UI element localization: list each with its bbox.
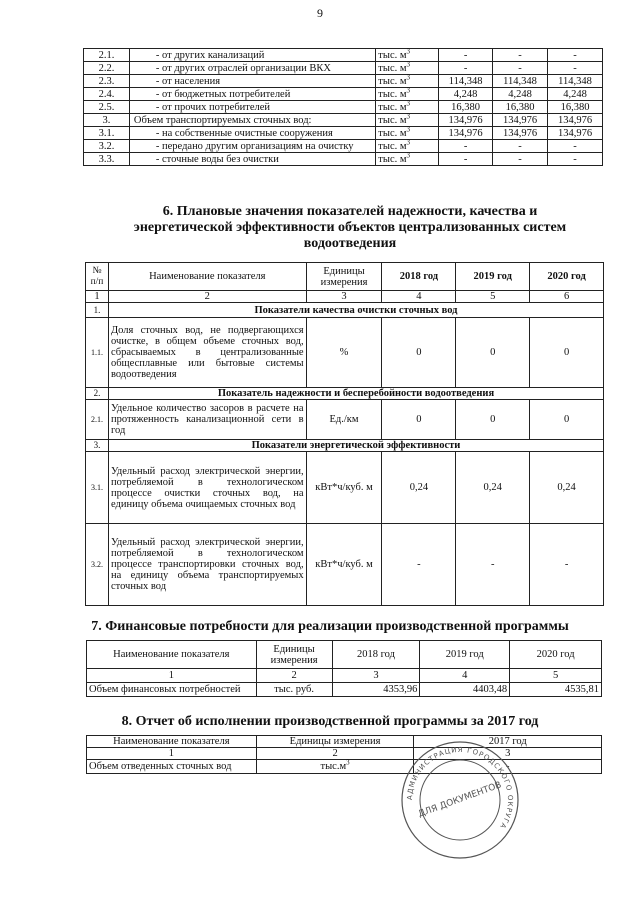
value-2019: 16,380 [493,101,548,114]
row-number: 2.1. [86,400,109,440]
row-number: 3.1. [84,127,130,140]
value-2019: - [493,153,548,166]
col-num: 4 [420,669,510,683]
col-header-num: № п/п [86,263,109,291]
row-number: 2.5. [84,101,130,114]
table-row [84,153,603,166]
col-num: 2 [256,748,414,760]
row-name: Объем транспортируемых сточных вод: [129,114,375,127]
row-unit: кВт*ч/куб. м [306,524,382,606]
col-num: 2 [108,291,306,303]
table-row [87,683,602,697]
col-num: 1 [86,291,109,303]
col-num: 5 [510,669,602,683]
value-2019: 4403,48 [420,683,510,697]
value-2018: - [439,153,493,166]
value-2018: - [439,49,493,62]
value-2018: 134,976 [439,114,493,127]
row-name: - от бюджетных потребителей [129,88,375,101]
execution-report-table [86,735,602,774]
value-2020: 4,248 [548,88,603,101]
row-unit: % [306,318,382,388]
group-title: Показатели качества очистки сточных вод [108,303,603,318]
row-unit: тыс. руб. [256,683,332,697]
col-header-2019: 2019 год [456,263,530,291]
row-name: - сточные воды без очистки [129,153,375,166]
value-2019: 4,248 [493,88,548,101]
col-header-name: Наименование показателя [108,263,306,291]
stamp-center-text: ДЛЯ ДОКУМЕНТОВ [416,780,504,820]
col-header-unit: Единицы измерения [256,736,414,748]
row-unit: тыс. $м^3$ [376,153,439,166]
table-row [86,452,604,524]
value-2018: 0 [382,400,456,440]
row-name: - от других отраслей организации ВКХ [129,62,375,75]
table-header-row [87,641,602,669]
official-stamp-icon [398,738,522,862]
table-row [84,62,603,75]
row-name: Удельный расход электрической энергии, потребляемой в технологическом процессе очистки сточных вод, на единицу объема очищаемых сточных вод [108,452,306,524]
value-2020: 134,976 [548,127,603,140]
col-header-name: Наименование показателя [87,736,257,748]
row-name: - на собственные очистные сооружения [129,127,375,140]
col-header-2018: 2018 год [332,641,420,669]
group-row [86,440,604,452]
col-header-2020: 2020 год [510,641,602,669]
column-numbers-row [87,669,602,683]
group-number: 3. [86,440,109,452]
row-unit: тыс. $м^3$ [376,49,439,62]
col-header-unit: Единицы измерения [306,263,382,291]
row-name: Удельный расход электрической энергии, потребляемой в технологическом процессе транспортировки сточных вод, на единицу объема транспортируемых сточных вод [108,524,306,606]
table-row [86,524,604,606]
col-header-name: Наименование показателя [87,641,257,669]
value-2020: - [548,153,603,166]
value-2019: 0,24 [456,452,530,524]
col-header-2018: 2018 год [382,263,456,291]
value-2020: 0,24 [530,452,604,524]
group-row [86,388,604,400]
row-number: 2.2. [84,62,130,75]
row-unit: тыс. $м^3$ [376,62,439,75]
row-unit: тыс. $м^3$ [376,127,439,140]
col-num: 1 [87,748,257,760]
col-header-year: 2017 год [414,736,602,748]
value-2019: 0 [456,318,530,388]
value-2020: 0 [530,400,604,440]
value-2019: 134,976 [493,127,548,140]
row-number: 3.2. [84,140,130,153]
col-num: 3 [332,669,420,683]
section7-title: 7. Финансовые потребности для реализации производственной программы [91,619,569,634]
value-2020: - [530,524,604,606]
value-2018: 16,380 [439,101,493,114]
value-2020: - [548,140,603,153]
col-num: 2 [256,669,332,683]
table-header-row [86,263,604,291]
row-number: 3.2. [86,524,109,606]
row-number: 2.4. [84,88,130,101]
table-header-row [87,736,602,748]
table-row [86,318,604,388]
table-row [84,127,603,140]
col-num: 1 [87,669,257,683]
row-unit: тыс. $м^3$ [376,114,439,127]
value-2020: 134,976 [548,114,603,127]
reliability-indicators-table [85,262,604,606]
value-2018: - [382,524,456,606]
value-2020: - [548,62,603,75]
col-num: 5 [456,291,530,303]
table-row [86,400,604,440]
value-2018: 4,248 [439,88,493,101]
col-num: 3 [414,748,602,760]
table-row [84,114,603,127]
group-row [86,303,604,318]
value-2019: - [493,49,548,62]
row-unit: тыс. $м^3$ [376,75,439,88]
group-title: Показатель надежности и бесперебойности водоотведения [108,388,603,400]
group-number: 2. [86,388,109,400]
col-header-2019: 2019 год [420,641,510,669]
table-row [84,49,603,62]
col-header-unit: Единицы измерения [256,641,332,669]
page-number: 9 [317,6,323,20]
col-num: 4 [382,291,456,303]
value-2018: 134,976 [439,127,493,140]
sewage-volume-table [83,48,603,166]
section8-title: 8. Отчет об исполнении производственной программы за 2017 год [121,714,539,729]
value-2020: - [548,49,603,62]
row-unit: тыс. $м^3$ [376,101,439,114]
column-numbers-row [87,748,602,760]
row-name: - передано другим организациям на очистку [129,140,375,153]
row-number: 2.3. [84,75,130,88]
table-row [84,88,603,101]
row-number: 3.3. [84,153,130,166]
value-2018: 0,24 [382,452,456,524]
row-number: 3.1. [86,452,109,524]
value-2020: 16,380 [548,101,603,114]
section6-title: 6. Плановые значения показателей надежности, качества и энергетической эффективности объектов централизованных систем водоотведения [133,204,567,251]
column-numbers-row [86,291,604,303]
value-2018: 0 [382,318,456,388]
value-2018: - [439,62,493,75]
value-2019: 114,348 [493,75,548,88]
row-number: 1.1. [86,318,109,388]
row-unit: тыс. $м^3$ [376,140,439,153]
row-name: - от населения [129,75,375,88]
col-header-2020: 2020 год [530,263,604,291]
row-name: Объем отведенных сточных вод [87,760,257,774]
row-unit: $тыс.м^3$ [256,760,414,774]
row-name: - от других канализаций [129,49,375,62]
table-row [84,75,603,88]
value-2017: - [414,760,602,774]
col-num: 3 [306,291,382,303]
group-number: 1. [86,303,109,318]
value-2019: 0 [456,400,530,440]
row-number: 3. [84,114,130,127]
row-name: Доля сточных вод, не подвергающихся очистке, в общем объеме сточных вод, сбрасываемых в централизованные общесплавные или бытовые системы водоотведения [108,318,306,388]
value-2019: - [493,140,548,153]
row-name: Объем финансовых потребностей [87,683,257,697]
value-2020: 114,348 [548,75,603,88]
row-unit: тыс. $м^3$ [376,88,439,101]
value-2019: - [493,62,548,75]
value-2020: 4535,81 [510,683,602,697]
table-row [84,140,603,153]
row-name: - от прочих потребителей [129,101,375,114]
value-2018: 114,348 [439,75,493,88]
stamp-ring-text: АДМИНИСТРАЦИЯ ГОРОДСКОГО ОКРУГА [405,745,515,831]
row-unit: кВт*ч/куб. м [306,452,382,524]
row-number: 2.1. [84,49,130,62]
value-2020: 0 [530,318,604,388]
table-row [87,760,602,774]
financial-needs-table [86,640,602,697]
value-2019: 134,976 [493,114,548,127]
value-2019: - [456,524,530,606]
col-num: 6 [530,291,604,303]
row-name: Удельное количество засоров в расчете на протяженность канализационной сети в год [108,400,306,440]
group-title: Показатели энергетической эффективности [108,440,603,452]
row-unit: Ед./км [306,400,382,440]
value-2018: - [439,140,493,153]
value-2018: 4353,96 [332,683,420,697]
table-row [84,101,603,114]
